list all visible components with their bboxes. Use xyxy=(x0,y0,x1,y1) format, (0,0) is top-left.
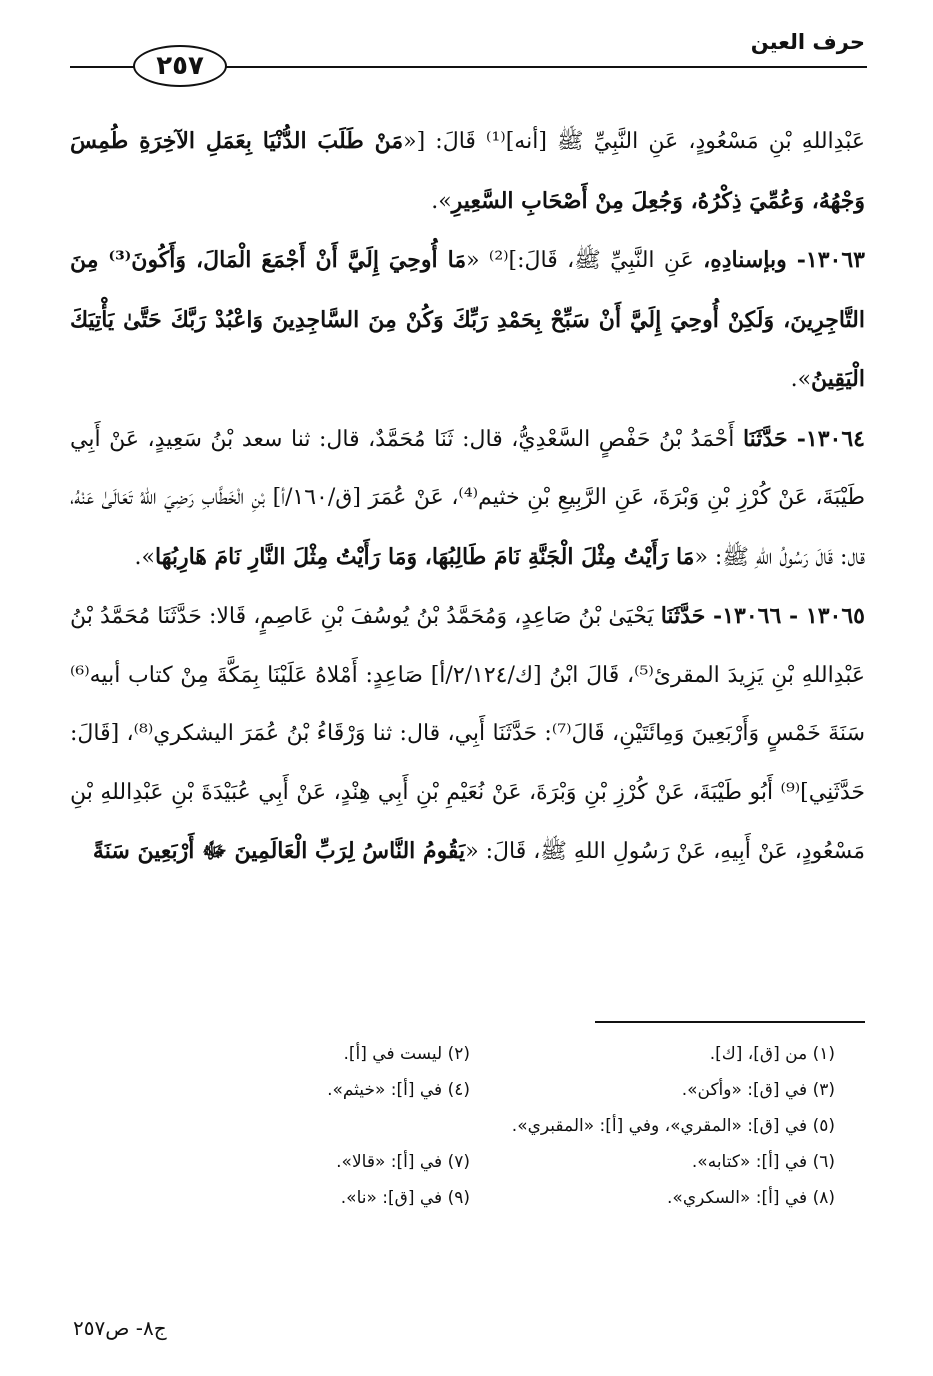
hadith-text: يَقُومُ النَّاسُ لِرَبِّ الْعَالَمِينَ ﷻ أَرْبَعِينَ سَنَةً xyxy=(92,838,466,864)
paragraph-outro: ». xyxy=(134,544,155,570)
footnote: (٧) في [أ]: «قالا». xyxy=(336,1152,470,1172)
footnote-row xyxy=(70,1072,835,1108)
footnote-row xyxy=(70,1108,835,1144)
footnote: (٥) في [ق]: «المقري»، وفي [أ]: «المقبري». xyxy=(511,1116,835,1136)
footnote: (٦) في [أ]: «كتابه». xyxy=(691,1152,835,1172)
volume-page-reference: ج٨- ص٢٥٧ xyxy=(73,1316,167,1340)
paragraph xyxy=(70,231,865,410)
footnote: (٨) في [أ]: «السكري». xyxy=(667,1188,835,1208)
paragraph-intro: عَنِ النَّبِيِّ ﷺ، قَالَ:]⁽²⁾ « xyxy=(466,248,704,273)
chapter-header-title: حرف العين xyxy=(750,30,865,54)
paragraph-intro: يَحْيَىٰ بْنُ صَاعِدٍ، وَمُحَمَّدُ بْنُ يُوسُفَ بْنِ عَاصِمٍ، قَالا: حَدَّثَنَا مُحَمَّدُ بْنُ عَبْدِاللهِ بْنِ يَزِيدَ المقرئ⁽⁵⁾، قَالَ ابْنُ [ك/٢/١٢٤/أ] صَاعِدٍ: أَمْلاهُ عَلَيْنَا بِمَكَّةَ مِنْ كتاب أبيه⁽⁶⁾ سَنَةَ خَمْسٍ وَأَرْبَعِينَ وَمِائَتَيْنِ، قَالَ⁽⁷⁾: حَدَّثَنَا أَبِي، قال: ثنا وَرْقَاءُ بْنُ عُمَرَ اليشكري⁽⁸⁾، [قَالَ: حَدَّثَنِي]⁽⁹⁾ أَبُو طَيْبَةَ، عَنْ كُرْزِ بْنِ وَبْرَةَ، عَنْ نُعَيْمِ بْنِ أَبِي هِنْدٍ، عَنْ أَبِي عُبَيْدَةَ بْنِ عَبْدِاللهِ بْنِ مَسْعُودٍ، عَنْ أَبِيهِ، عَنْ رَسُولِ اللهِ ﷺ، قَالَ: « xyxy=(70,604,866,864)
paragraph-intro: عَبْدِاللهِ بْنِ مَسْعُودٍ، عَنِ النَّبِيِّ ﷺ [أنه]⁽¹⁾ قَالَ: [« xyxy=(403,129,865,154)
hadith-text: مَنْ طَلَبَ الدُّنْيَا بِعَمَلِ الآخِرَةِ طُمِسَ وَجْهُهُ، وَعُمِّيَ ذِكْرُهُ، وَجُعِلَ مِنْ أَصْحَابِ السَّعِيرِ xyxy=(70,128,865,214)
footnotes xyxy=(70,1036,835,1216)
hadith-number: ١٣٠٦٣- وبإسنادِهِ، xyxy=(703,247,865,273)
hadith-text: مَا أُوحِيَ إِلَيَّ أَنْ أَجْمَعَ الْمَالَ، وَأَكُونَ⁽³⁾ مِنَ التَّاجِرِينَ، وَلَكِنْ أُوحِيَ إِلَيَّ أَنْ سَبِّحْ بِحَمْدِ رَبِّكَ وَكُنْ مِنَ السَّاجِدِينَ وَاعْبُدْ رَبَّكَ حَتَّىٰ يَأْتِيَكَ الْيَقِينُ xyxy=(70,247,865,392)
footnote: (٢) ليست في [أ]. xyxy=(343,1044,470,1064)
hadith-text: مَا رَأَيْتُ مِثْلَ الْجَنَّةِ نَامَ طَالِبُهَا، وَمَا رَأَيْتُ مِثْلَ النَّارِ نَامَ هَارِبُهَا xyxy=(154,543,695,570)
paragraph-outro: ». xyxy=(790,367,812,392)
footnote-row xyxy=(70,1144,835,1180)
paragraph-intro: أَحْمَدُ بْنُ حَفْصٍ السَّعْدِيُّ، قال: ثَنَا مُحَمَّدٌ، قال: ثنا سعد بْنُ سَعِيدٍ، عَنْ أَبِي طَيْبَةَ، عَنْ كُرْزِ بْنِ وَبْرَةَ، عَنِ الرَّبِيعِ بْنِ خثيم⁽⁴⁾، عَنْ عُمَرَ [ق/١٦٠/أ] بْنِ الْخَطَّابِ رَضِيَ اللهُ تَعَالَىٰ عَنْهُ، قال: قَالَ رَسُولُ اللهِ ﷺ: « xyxy=(70,426,866,570)
footnote-row xyxy=(70,1180,835,1216)
footnote: (٩) في [ق]: «نا». xyxy=(340,1188,470,1208)
main-text xyxy=(70,112,865,882)
footnote: (٤) في [أ]: «خيثم». xyxy=(327,1080,470,1100)
footnote: (٣) في [ق]: «وأكن». xyxy=(681,1080,835,1100)
paragraph xyxy=(70,410,865,588)
hadith-number: ١٣٠٦٤- حَدَّثَنَا xyxy=(742,425,865,452)
footnote-rule xyxy=(595,1021,865,1023)
paragraph xyxy=(70,587,865,882)
footnote: (١) من [ق]، [ك]. xyxy=(709,1044,835,1064)
footnote-row xyxy=(70,1036,835,1072)
page-number-badge: ٢٥٧ xyxy=(133,45,227,87)
paragraph xyxy=(70,112,865,231)
paragraph-outro: ». xyxy=(431,188,452,214)
hadith-number: ١٣٠٦٥ - ١٣٠٦٦- حَدَّثَنَا xyxy=(660,603,865,629)
